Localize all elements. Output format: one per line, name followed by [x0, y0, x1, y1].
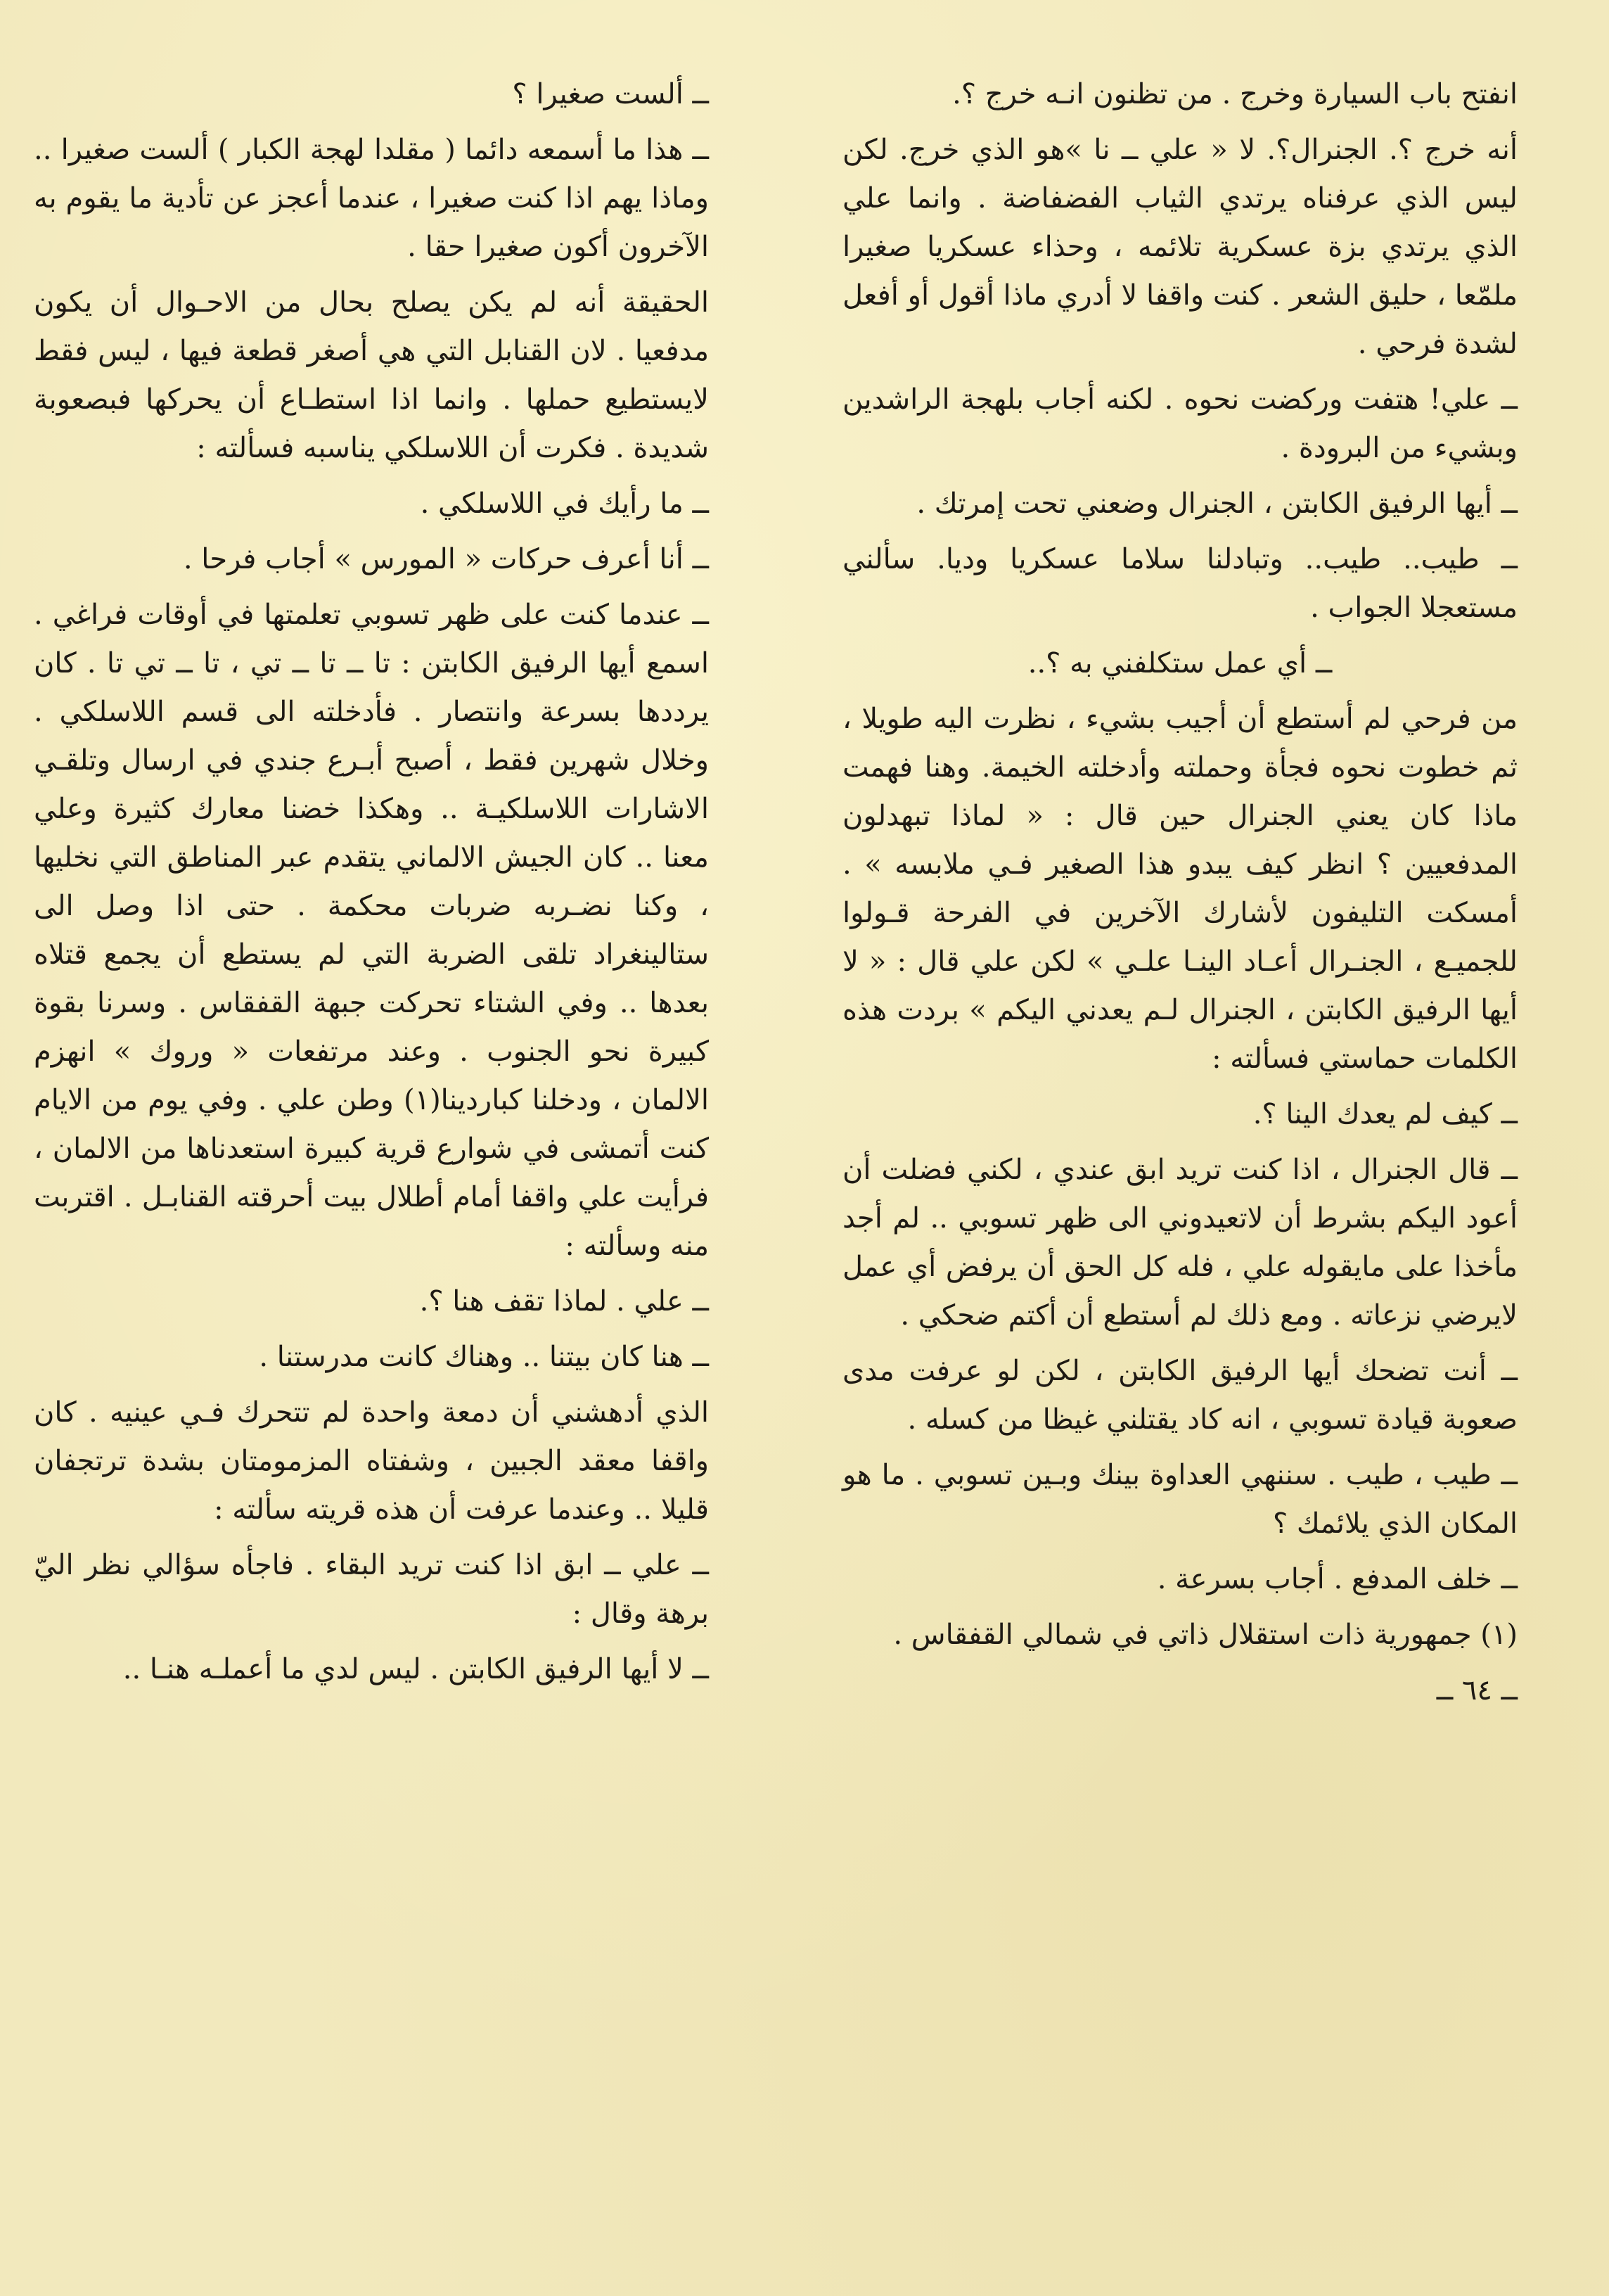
paragraph: ــ كيف لم يعدك الينا ؟.: [1252, 1098, 1518, 1130]
paragraph: ــ هنا كان بيتنا .. وهناك كانت مدرستنا .: [259, 1341, 709, 1373]
paragraph: ــ أي عمل ستكلفني به ؟..: [1027, 647, 1333, 680]
paragraph: ــ ألست صغيرا ؟: [512, 78, 709, 110]
paragraph: ــ أنا أعرف حركات « المورس » أجاب فرحا .: [183, 543, 709, 575]
paragraph: من فرحي لم أستطع أن أجيب بشيء ، نظرت اليه طويلا ، ثم خطوت نحوه فجأة وحملته وأدخلته الخيمة. وهنا فهمت ماذا كان يعني الجنرال حين قال : « لماذا تبهدلون المدفعيين ؟ انظر كيف يبدو هذا الصغير فـي ملابسه » . أمسكت التليفون لأشارك الآخرين في الفرحة قـولوا للجميـع ، الجنـرال أعـاد الينـا علـي » لكن علي قال : « لا أيها الرفيق الكابتن ، الجنرال لـم يعدني اليكم » بردت هذه الكلمات حماستي فسألته :: [842, 703, 1518, 1075]
paragraph: ــ علي ــ ابق اذا كنت تريد البقاء . فاجأه سؤالي نظر اليّ برهة وقال :: [34, 1549, 709, 1630]
page-number: ــ ٦٤ ــ: [1436, 1674, 1518, 1707]
paragraph: ــ قال الجنرال ، اذا كنت تريد ابق عندي ، لكني فضلت أن أعود اليكم بشرط أن لاتعيدوني الى ظهر تسوبي .. لم أجد مأخذا على مايقوله علي ، فله كل الحق أن يرفض أي عمل لايرضي نزعاته . ومع ذلك لم أستطع أن أكتم ضحكي .: [842, 1154, 1518, 1332]
paragraph: ــ عندما كنت على ظهر تسوبي تعلمتها في أوقات فراغي . اسمع أيها الرفيق الكابتن : تا ــ تا ــ تي ، تا ــ تي تا . كان يرددها بسرعة وانتصار . فأدخلته الى قسم اللاسلكي . وخلال شهرين فقط ، أصبح أبـرع جندي في ارسال وتلقـي الاشارات اللاسلكيـة .. وهكذا خضنا معارك كثيرة وعلي معنا .. كان الجيش الالماني يتقدم عبر المناطق التي نخليها ، وكنا نضـربه ضربات محكمة . حتى اذا وصل الى ستالينغراد تلقى الضربة التي لم يستطع أن يجمع قتلاه بعدها .. وفي الشتاء تحركت جبهة القفقاس . وسرنا بقوة كبيرة نحو الجنوب . وعند مرتفعات « وروك » انهزم الالمان ، ودخلنا كباردينا(١) وطن علي . وفي يوم من الايام كنت أتمشى في شوارع قرية كبيرة استعدناها من الالمان ، فرأيت علي واقفا أمام أطلال بيت أحرقته القنابـل . اقتربت منه وسألته :: [34, 599, 709, 1262]
paragraph: ــ أيها الرفيق الكابتن ، الجنرال وضعني تحت إمرتك .: [916, 487, 1518, 520]
paragraph: ــ ما رأيك في اللاسلكي .: [420, 487, 709, 520]
paragraph: ــ خلف المدفع . أجاب بسرعة .: [1157, 1563, 1518, 1595]
paragraph: الحقيقة أنه لم يكن يصلح بحال من الاحـوال أن يكون مدفعيا . لان القنابل التي هي أصغر قطعة فيها ، ليس فقط لايستطيع حملها . وانما اذا استطـاع أن يحركها فبصعوبة شديدة . فكرت أن اللاسلكي يناسبه فسألته :: [34, 286, 709, 464]
paragraph: ــ علي . لماذا تقف هنا ؟.: [419, 1285, 709, 1318]
paragraph: أنه خرج ؟. الجنرال؟. لا « علي ــ نا »هو الذي خرج. لكن ليس الذي عرفناه يرتدي الثياب الفضفاضة . وانما علي الذي يرتدي بزة عسكرية تلائمه ، وحذاء عسكريا صغيرا ملمّعا ، حليق الشعر . كنت واقفا لا أدري ماذا أقول أو أفعل لشدة فرحي .: [842, 134, 1518, 360]
paragraph: ــ هذا ما أسمعه دائما ( مقلدا لهجة الكبار ) ألست صغيرا .. وماذا يهم اذا كنت صغيرا ، عندما أعجز عن تأدية ما يقوم به الآخرون أكون صغيرا حقا .: [34, 134, 709, 263]
paragraph: ــ علي! هتفت وركضت نحوه . لكنه أجاب بلهجة الراشدين وبشيء من البرودة .: [842, 383, 1518, 464]
right-column: [842, 70, 1518, 1722]
left-column: [34, 70, 709, 1701]
paragraph: ــ طيب ، طيب . سننهي العداوة بينك وبـين تسوبي . ما هو المكان الذي يلائمك ؟: [842, 1459, 1518, 1540]
paragraph: انفتح باب السيارة وخرج . من تظنون انـه خرج ؟.: [952, 78, 1518, 110]
paragraph: ــ لا أيها الرفيق الكابتن . ليس لدي ما أعملـه هنـا ..: [122, 1653, 709, 1685]
paragraph: الذي أدهشني أن دمعة واحدة لم تتحرك فـي عينيه . كان واقفا معقد الجبين ، وشفتاه المزمومتان بشدة ترتجفان قليلا .. وعندما عرفت أن هذه قريته سألته :: [34, 1396, 709, 1526]
paragraph: ــ طيب.. طيب.. وتبادلنا سلاما عسكريا وديا. سألني مستعجلا الجواب .: [842, 543, 1518, 624]
paragraph: ــ أنت تضحك أيها الرفيق الكابتن ، لكن لو عرفت مدى صعوبة قيادة تسوبي ، انه كاد يقتلني غيظا من كسله .: [842, 1355, 1518, 1436]
footnote: (١) جمهورية ذات استقلال ذاتي في شمالي القفقاس .: [893, 1619, 1518, 1651]
